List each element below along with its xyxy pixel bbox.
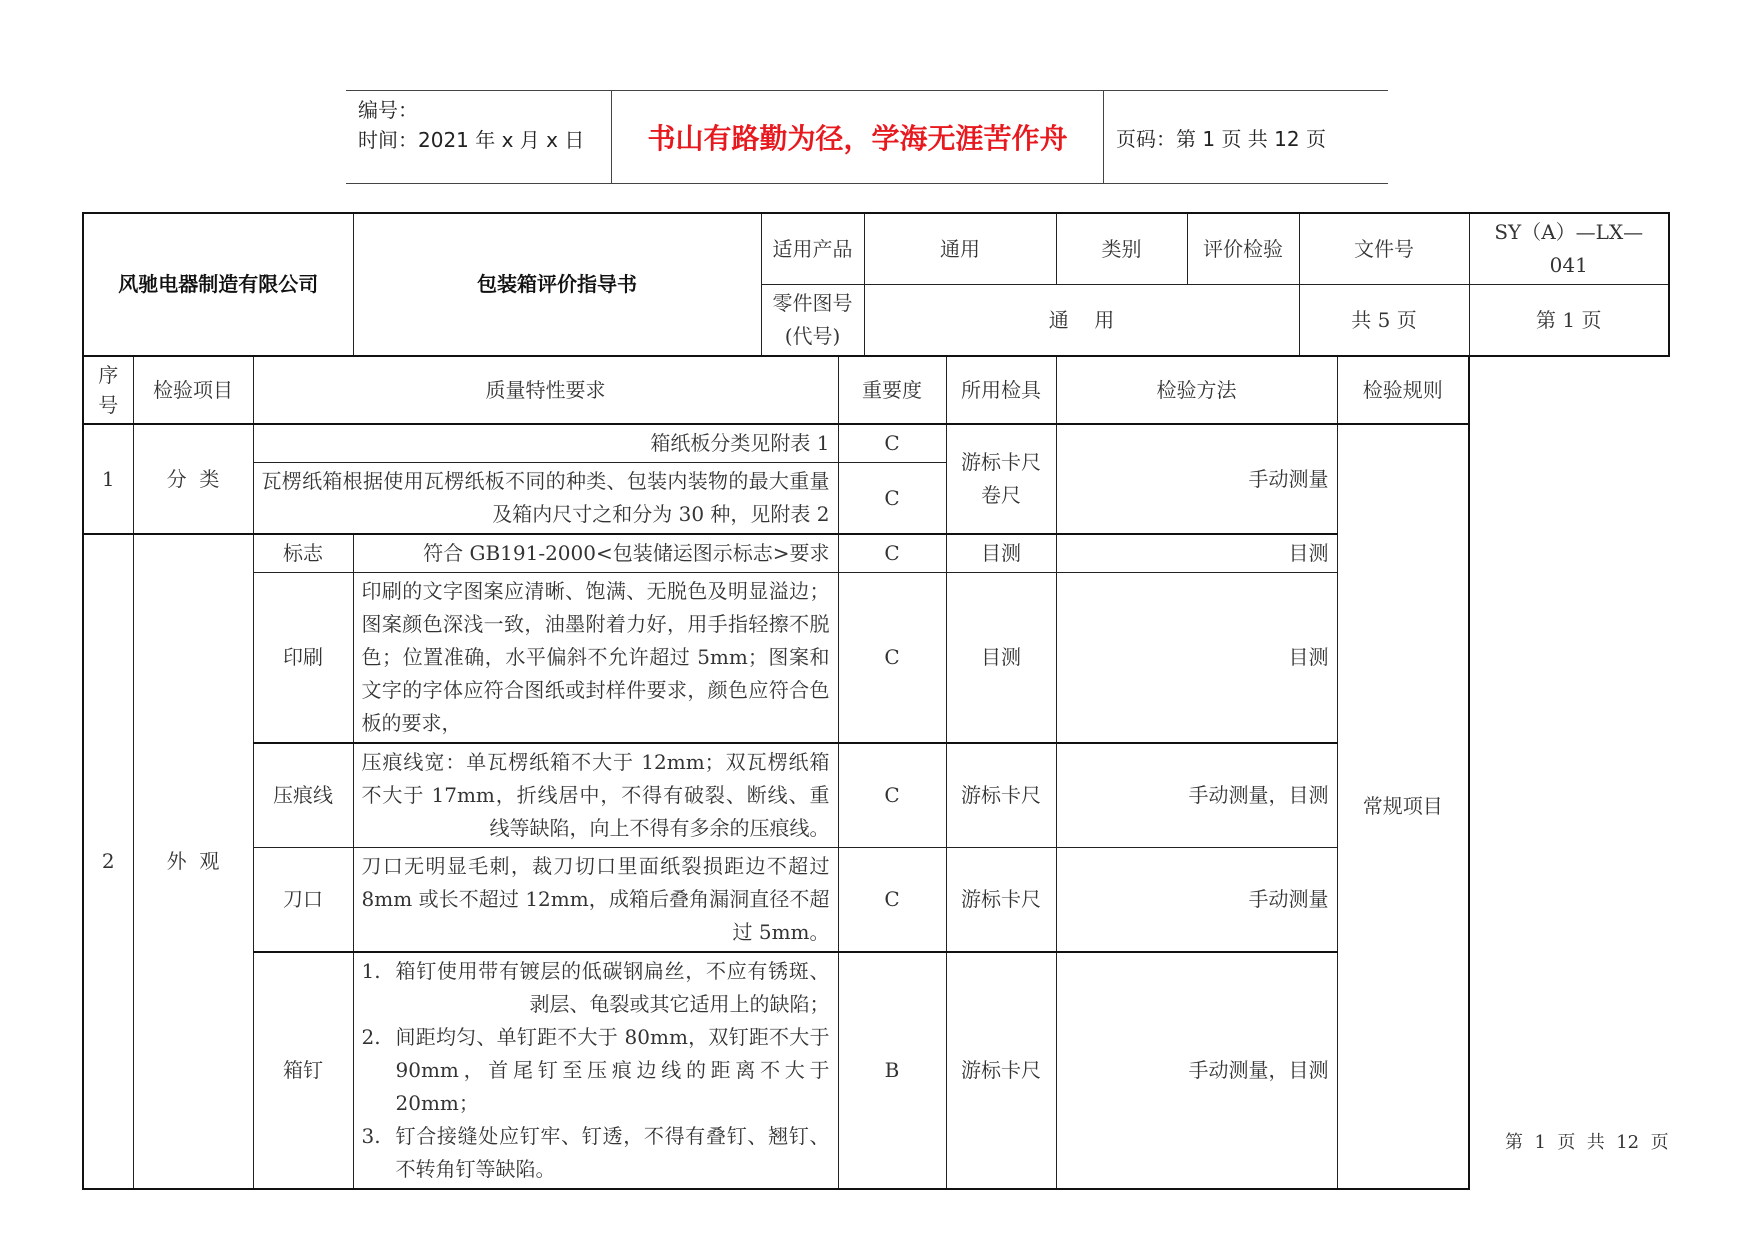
header-meta <box>346 91 612 183</box>
row1-req-b-text: 瓦楞纸箱根据使用瓦楞纸板不同的种类、包装内装物的最大重量及箱内尺寸之和分为 30 种，见附表 2 <box>261 469 830 526</box>
sub-method-mark: 目测 <box>1056 534 1337 573</box>
col-rule: 检验规则 <box>1337 356 1469 424</box>
col-requirement: 质量特性要求 <box>253 356 838 424</box>
sub-method-staple: 手动测量，目测 <box>1056 952 1337 1189</box>
applicable-product-label: 适用产品 <box>761 213 864 285</box>
sub-imp-print: C <box>838 573 946 744</box>
row1-item: 分 类 <box>133 424 253 534</box>
sub-req-print: 印刷的文字图案应清晰、饱满、无脱色及明显溢边；图案颜色深浅一致，油墨附着力好，用手指轻擦不脱色；位置准确，水平偏斜不允许超过 5mm；图案和文字的字体应符合图纸或封样件要求，颜色应符合色板的要求， <box>353 573 838 744</box>
sub-gauge-blade: 游标卡尺 <box>946 848 1056 953</box>
staple-req-text: 箱钉使用带有镀层的低碳钢扁丝，不应有锈斑、剥层、龟裂或其它适用上的缺陷； <box>395 959 830 1016</box>
staple-req-num: 2. <box>361 1025 381 1049</box>
sub-method-blade: 手动测量 <box>1056 848 1337 953</box>
sub-req-mark: 符合 GB191-2000<包装储运图示标志>要求 <box>353 534 838 573</box>
row2-no: 2 <box>83 534 133 1189</box>
sub-gauge-staple: 游标卡尺 <box>946 952 1056 1189</box>
row1-gauge: 游标卡尺 卷尺 <box>946 424 1056 534</box>
row1-req-b <box>253 463 838 535</box>
doc-no-value: SY（A）—LX—041 <box>1469 213 1669 285</box>
col-method: 检验方法 <box>1056 356 1337 424</box>
inspection-table <box>82 212 1670 1190</box>
doc-no-label: 文件号 <box>1299 213 1469 285</box>
staple-req-item <box>362 955 830 1021</box>
applicable-product-value: 通用 <box>864 213 1056 285</box>
staple-req-item <box>362 1021 830 1120</box>
sub-req-staple <box>353 952 838 1189</box>
row1-no: 1 <box>83 424 133 534</box>
company-name: 风驰电器制造有限公司 <box>83 213 353 356</box>
sub-req-blade: 刀口无明显毛刺，裁刀切口里面纸裂损距边不超过 8mm 或长不超过 12mm，成箱后叠角漏洞直径不超过 5mm。 <box>353 848 838 953</box>
staple-req-text: 钉合接缝处应钉牢、钉透，不得有叠钉、翘钉、不转角钉等缺陷。 <box>395 1124 830 1181</box>
category-value: 评价检验 <box>1187 213 1299 285</box>
col-no: 序号 <box>83 356 133 424</box>
col-importance: 重要度 <box>838 356 946 424</box>
doc-title: 包装箱评价指导书 <box>353 213 761 356</box>
number-label: 编号： <box>358 98 418 122</box>
sub-name-crease: 压痕线 <box>253 743 353 848</box>
sub-imp-mark: C <box>838 534 946 573</box>
sub-name-blade: 刀口 <box>253 848 353 953</box>
top-header <box>346 90 1388 184</box>
staple-req-num: 3. <box>361 1124 381 1148</box>
header-page-info: 页码：第 1 页 共 12 页 <box>1116 126 1326 151</box>
current-page: 第 1 页 <box>1469 285 1669 357</box>
part-drawing-value: 通 用 <box>864 285 1299 357</box>
col-item: 检验项目 <box>133 356 253 424</box>
sub-gauge-mark: 目测 <box>946 534 1056 573</box>
sub-method-print: 目测 <box>1056 573 1337 744</box>
sub-name-mark: 标志 <box>253 534 353 573</box>
part-drawing-label: 零件图号(代号) <box>761 285 864 357</box>
sub-name-staple: 箱钉 <box>253 952 353 1189</box>
staple-req-num: 1. <box>361 959 381 983</box>
sub-method-crease: 手动测量，目测 <box>1056 743 1337 848</box>
row1-method: 手动测量 <box>1056 424 1337 534</box>
row-rule: 常规项目 <box>1337 424 1469 1189</box>
sub-name-print: 印刷 <box>253 573 353 744</box>
sub-imp-crease: C <box>838 743 946 848</box>
row1-imp-b: C <box>838 463 946 535</box>
sub-req-crease: 压痕线宽：单瓦楞纸箱不大于 12mm；双瓦楞纸箱不大于 17mm，折线居中，不得有破裂、断线、重线等缺陷，向上不得有多余的压痕线。 <box>353 743 838 848</box>
sub-imp-blade: C <box>838 848 946 953</box>
motto: 书山有路勤为径，学海无涯苦作舟 <box>612 91 1104 183</box>
sub-gauge-crease: 游标卡尺 <box>946 743 1056 848</box>
sub-gauge-print: 目测 <box>946 573 1056 744</box>
col-gauge: 所用检具 <box>946 356 1056 424</box>
row1-imp-a: C <box>838 424 946 463</box>
staple-req-item <box>362 1120 830 1186</box>
category-label: 类别 <box>1056 213 1187 285</box>
row1-req-a: 箱纸板分类见附表 1 <box>253 424 838 463</box>
row2-item: 外 观 <box>133 534 253 1189</box>
staple-req-text: 间距均匀、单钉距不大于 80mm，双钉距不大于 90mm，首尾钉至压痕边线的距离不大于 20mm； <box>395 1025 830 1115</box>
page-footer: 第 1 页 共 12 页 <box>1505 1132 1669 1153</box>
time-label: 时间：2021 年 x 月 x 日 <box>358 128 585 152</box>
sub-imp-staple: B <box>838 952 946 1189</box>
total-pages: 共 5 页 <box>1299 285 1469 357</box>
